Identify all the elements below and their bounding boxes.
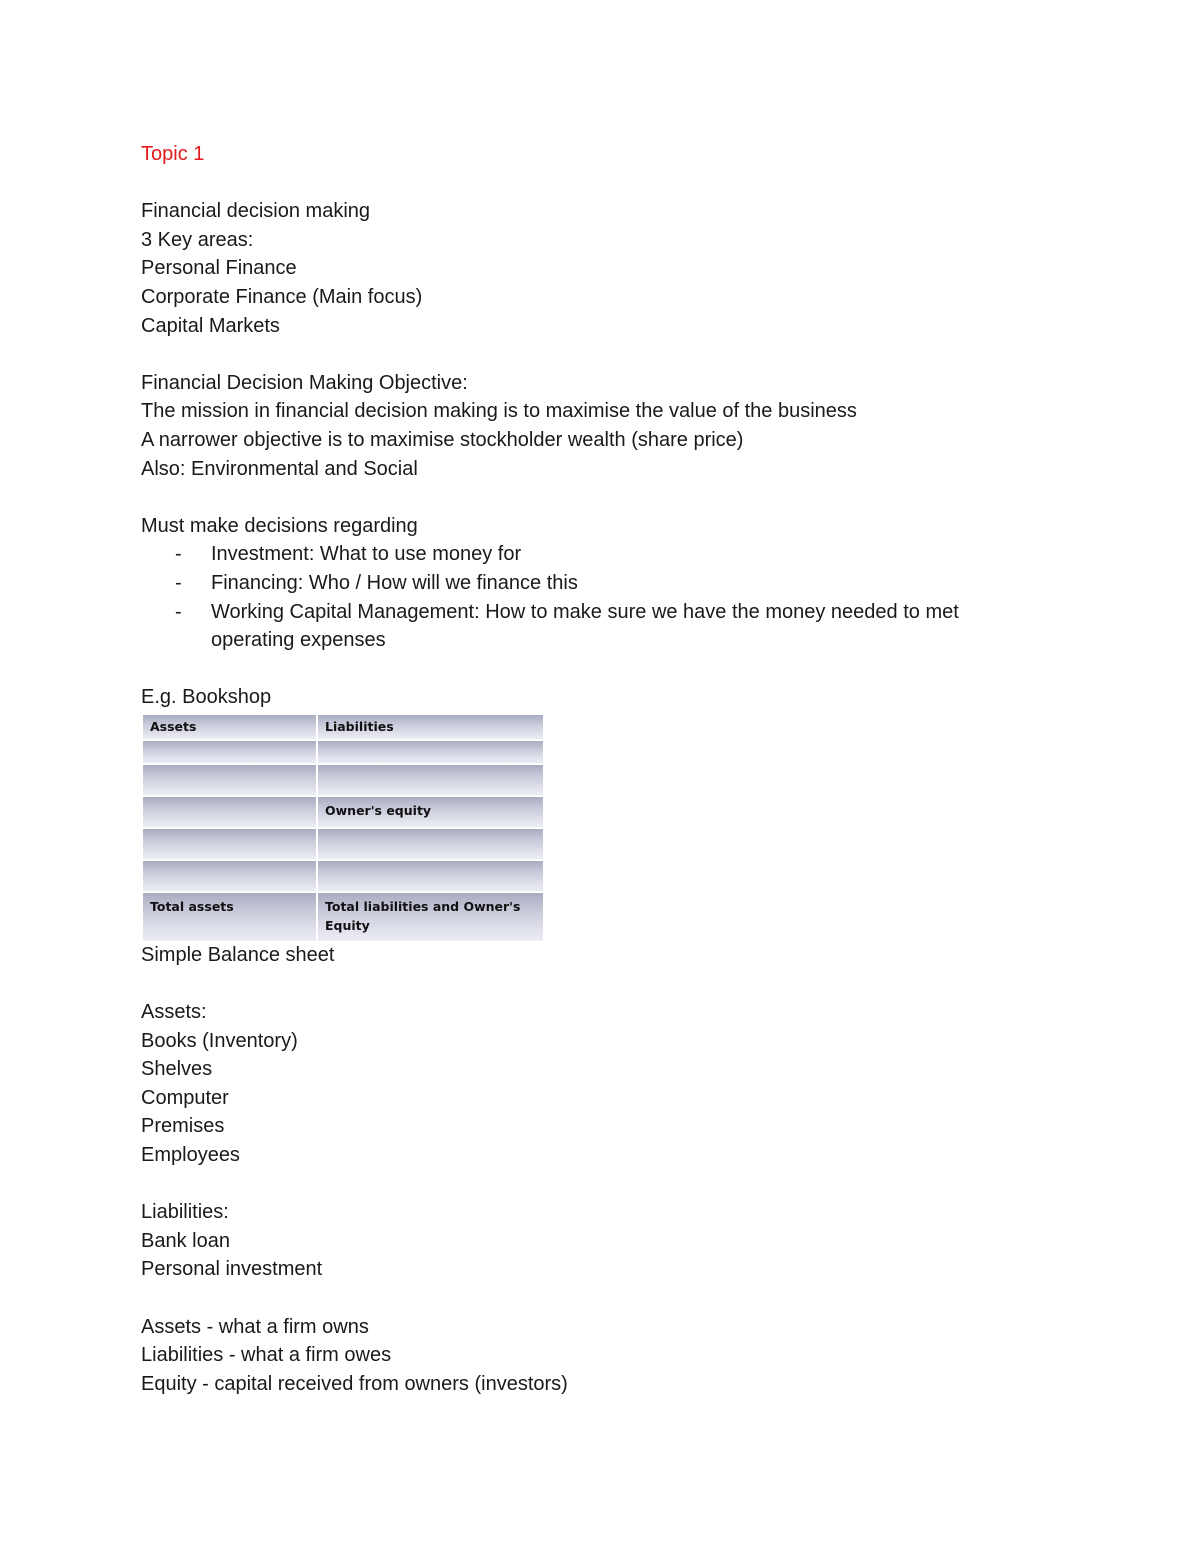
table-cell [318,829,543,861]
asset-item: Premises [141,1115,225,1138]
owners-equity-cell: Owner's equity [318,797,543,829]
decision-item [141,569,1061,598]
bullet-dash: - [175,543,182,566]
bullet-dash: - [175,571,182,594]
table-cell [318,765,543,797]
table-cell [143,829,318,861]
table-cell [318,861,543,893]
definition-line: Equity - capital received from owners (investors) [141,1372,568,1395]
spacer [141,969,1061,998]
asset-item: Books (Inventory) [141,1029,298,1052]
decision-item-text: Investment: What to use money for [211,543,522,566]
decision-item-text: Working Capital Management: How to make sure we have the money needed to met operating expenses [211,600,959,652]
decisions-list [141,540,1061,654]
decision-item [141,540,1061,569]
balance-sheet-caption: Simple Balance sheet [141,943,335,966]
decisions-heading: Must make decisions regarding [141,514,418,537]
spacer [141,483,1061,512]
key-area-item: Personal Finance [141,257,297,280]
table-row [143,797,543,829]
objective-line: The mission in financial decision making is to maximise the value of the business [141,400,857,423]
objective-line: A narrower objective is to maximise stockholder wealth (share price) [141,428,744,451]
topic-title: Topic 1 [141,143,205,165]
table-header-assets: Assets [143,715,318,741]
table-row [143,765,543,797]
total-assets-cell: Total assets [143,893,318,941]
asset-item: Employees [141,1144,240,1167]
table-cell [143,797,318,829]
table-cell [318,741,543,765]
table-row [143,829,543,861]
definition-line: Liabilities - what a firm owes [141,1344,392,1367]
asset-item: Computer [141,1086,229,1109]
objective-line: Also: Environmental and Social [141,457,418,480]
asset-item: Shelves [141,1058,213,1081]
decision-item [141,598,1061,655]
spacer [141,169,1061,198]
spacer [141,1170,1061,1199]
bullet-dash: - [175,600,182,623]
balance-sheet-table [143,715,543,941]
document-page [141,140,1061,1398]
table-cell [143,861,318,893]
objective-heading: Financial Decision Making Objective: [141,371,468,394]
key-area-item: Capital Markets [141,314,280,337]
table-header-liabilities: Liabilities [318,715,543,741]
total-liabilities-equity-cell: Total liabilities and Owner's Equity [318,893,543,941]
table-row [143,715,543,741]
section-heading-financial-decision-making: Financial decision making [141,200,371,223]
decision-item-text: Financing: Who / How will we finance this [211,571,578,594]
definition-line: Assets - what a firm owns [141,1315,369,1338]
key-area-item: Corporate Finance (Main focus) [141,285,423,308]
example-heading: E.g. Bookshop [141,686,272,709]
table-cell [143,741,318,765]
liability-item: Bank loan [141,1229,230,1252]
spacer [141,1284,1061,1313]
spacer [141,340,1061,369]
table-row [143,893,543,941]
table-cell [143,765,318,797]
table-row [143,741,543,765]
spacer [141,655,1061,684]
key-areas-label: 3 Key areas: [141,228,254,251]
liabilities-heading: Liabilities: [141,1201,229,1224]
assets-heading: Assets: [141,1001,207,1024]
table-row [143,861,543,893]
liability-item: Personal investment [141,1258,323,1281]
